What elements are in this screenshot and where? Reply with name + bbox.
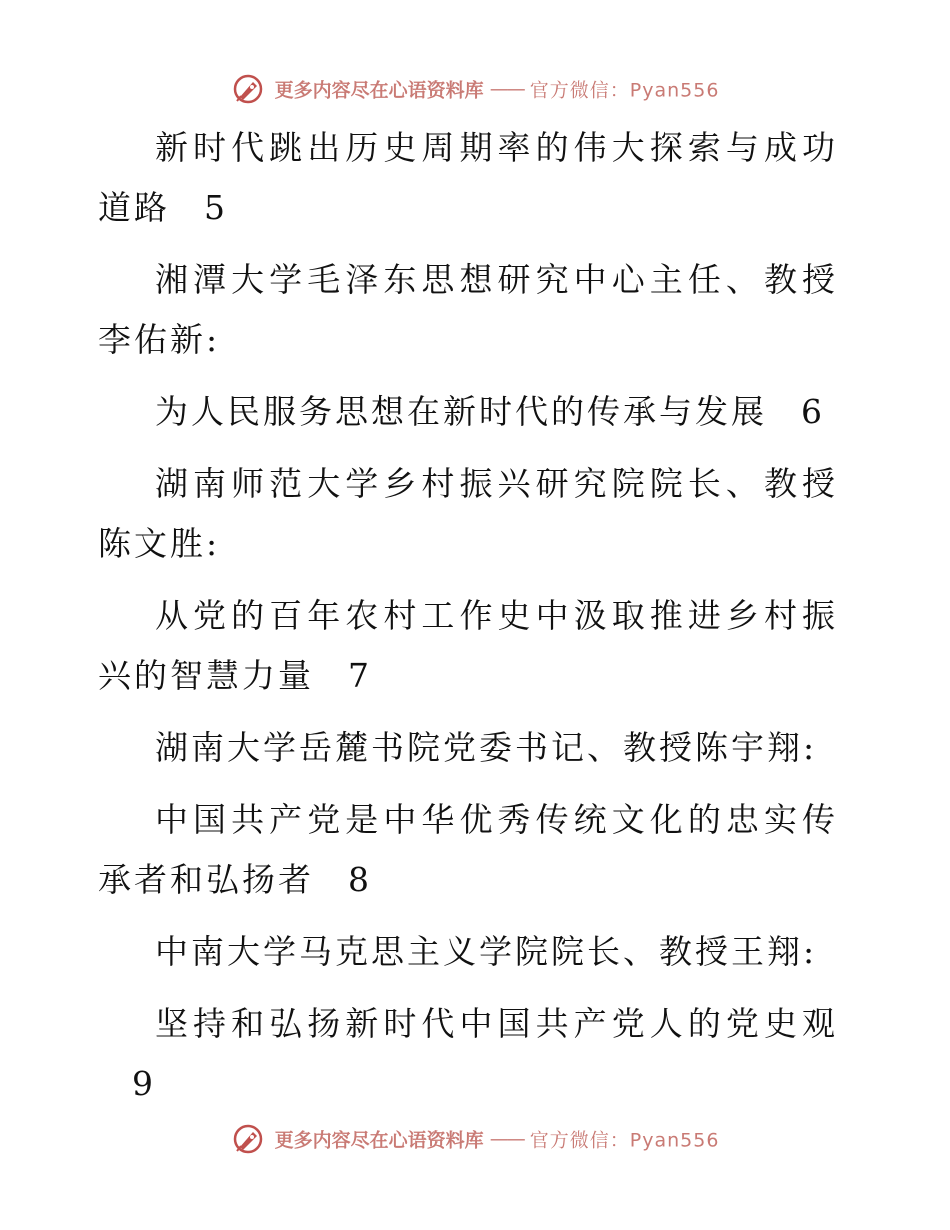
- toc-entry: [98, 118, 838, 238]
- entry-author: 湖南大学岳麓书院党委书记、教授陈宇翔:: [155, 728, 818, 767]
- toc-list: [98, 118, 838, 1126]
- header-watermark: [0, 72, 950, 106]
- entry-author: 湘潭大学毛泽东思想研究中心主任、教授李佑新:: [98, 260, 838, 359]
- watermark-dash: ——: [489, 1128, 524, 1150]
- entry-title: 从党的百年农村工作史中汲取推进乡村振兴的智慧力量: [98, 596, 838, 695]
- toc-entry: [98, 718, 838, 778]
- watermark-dash: ——: [489, 78, 524, 100]
- entry-page-number: 8: [348, 860, 369, 899]
- toc-entry: [98, 250, 838, 370]
- entry-author: 湖南师范大学乡村振兴研究院院长、教授陈文胜:: [98, 464, 838, 563]
- toc-entry: [98, 382, 838, 442]
- watermark-text: 更多内容尽在心语资料库: [274, 79, 484, 102]
- toc-entry: [98, 586, 838, 706]
- watermark-text: 更多内容尽在心语资料库: [274, 1129, 484, 1152]
- toc-entry: [98, 922, 838, 982]
- toc-entry: [98, 994, 838, 1114]
- footer-watermark: [0, 1122, 950, 1156]
- toc-entry: [98, 454, 838, 574]
- entry-title: 为人民服务思想在新时代的传承与发展: [155, 392, 767, 431]
- entry-page-number: 7: [348, 656, 369, 695]
- entry-title: 中国共产党是中华优秀传统文化的忠实传承者和弘扬者: [98, 800, 838, 899]
- entry-author: 中南大学马克思主义学院院长、教授王翔:: [155, 932, 818, 971]
- pen-nib-logo-icon: [231, 1122, 265, 1156]
- entry-page-number: 5: [204, 188, 225, 227]
- toc-entry: [98, 790, 838, 910]
- entry-page-number: 6: [801, 392, 822, 431]
- pen-nib-logo-icon: [231, 72, 265, 106]
- watermark-wechat: 官方微信：Pyan556: [529, 79, 720, 102]
- entry-title: 新时代跳出历史周期率的伟大探索与成功道路: [98, 128, 838, 227]
- entry-page-number: 9: [132, 1064, 153, 1103]
- entry-title: 坚持和弘扬新时代中国共产党人的党史观: [155, 1004, 838, 1043]
- watermark-wechat: 官方微信：Pyan556: [529, 1129, 720, 1152]
